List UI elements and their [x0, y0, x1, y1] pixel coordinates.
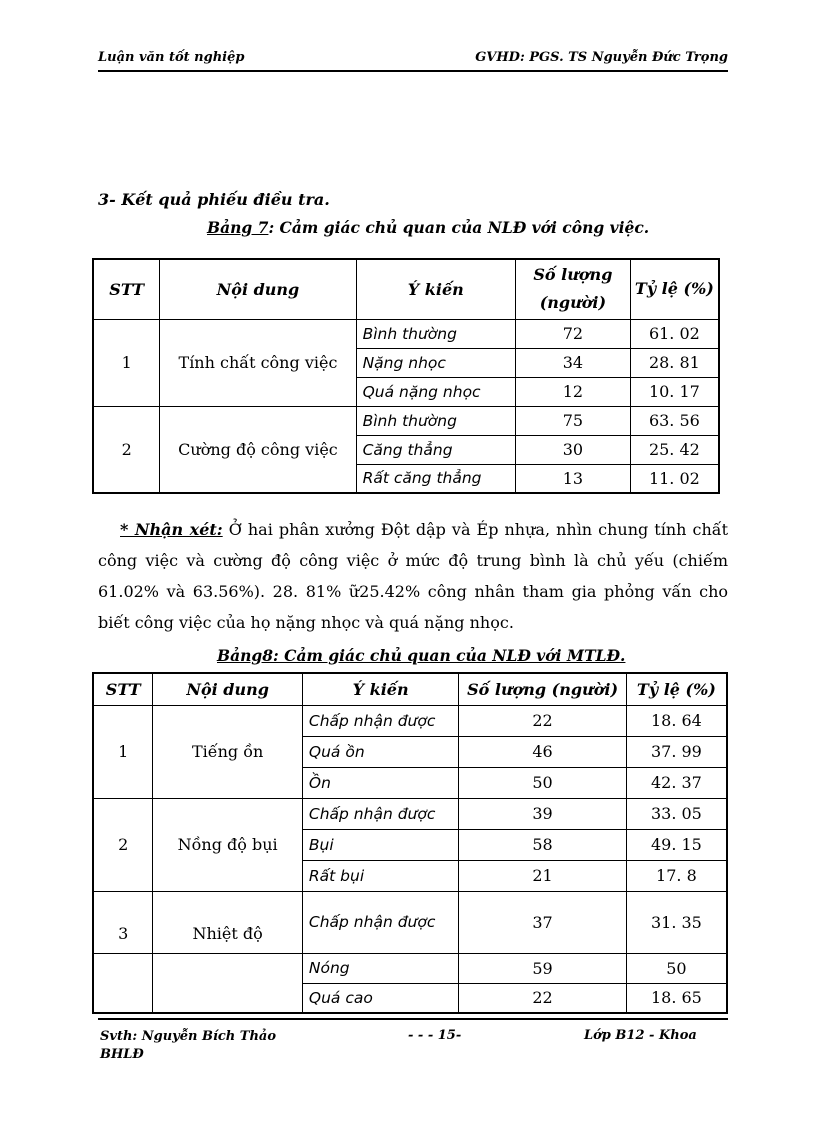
row-ratio: 17. 8 — [626, 860, 727, 891]
row-content: Nhiệt độ — [153, 891, 302, 953]
row-ratio: 50 — [626, 953, 727, 983]
row-ratio: 25. 42 — [630, 435, 719, 464]
col-header-content: Nội dung — [160, 259, 356, 319]
row-opinion: Nóng — [302, 953, 458, 983]
footer-class: Lớp B12 - Khoa — [584, 1028, 697, 1043]
table-header-row — [93, 259, 719, 319]
row-count: 50 — [459, 767, 626, 798]
table7-caption — [207, 218, 649, 237]
table-row — [93, 705, 727, 736]
row-ratio: 33. 05 — [626, 798, 727, 829]
table-row — [93, 406, 719, 435]
table-row — [93, 319, 719, 348]
col-header-opinion: Ý kiến — [356, 259, 515, 319]
row-count: 13 — [516, 464, 631, 493]
row-count: 12 — [516, 377, 631, 406]
page-header — [98, 50, 728, 72]
row-count: 34 — [516, 348, 631, 377]
col-header-stt: STT — [93, 259, 160, 319]
row-ratio: 63. 56 — [630, 406, 719, 435]
table8-caption: Bảng8: Cảm giác chủ quan của NLĐ với MTLĐ. — [217, 646, 626, 665]
table7 — [92, 258, 720, 494]
table7-caption-text: : Cảm giác chủ quan của NLĐ với công việc. — [268, 218, 650, 237]
header-advisor: GVHD: PGS. TS Nguyễn Đức Trọng — [475, 50, 728, 65]
remark-label: * Nhận xét: — [120, 520, 223, 539]
row-count: 59 — [459, 953, 626, 983]
row-opinion: Chấp nhận được — [302, 891, 458, 953]
col-header-count: Số lượng (người) — [516, 259, 631, 319]
row-count: 37 — [459, 891, 626, 953]
row-opinion: Nặng nhọc — [356, 348, 515, 377]
row-opinion: Bình thường — [356, 319, 515, 348]
row-ratio: 28. 81 — [630, 348, 719, 377]
row-count: 72 — [516, 319, 631, 348]
row-stt: 3 — [93, 891, 153, 953]
section-title: 3- Kết quả phiếu điều tra. — [98, 190, 330, 209]
col-header-ratio: Tỷ lệ (%) — [630, 259, 719, 319]
table-header-row — [93, 673, 727, 705]
table8 — [92, 672, 728, 1014]
row-opinion: Chấp nhận được — [302, 798, 458, 829]
table-row — [93, 953, 727, 983]
row-content: Cường độ công việc — [160, 406, 356, 493]
col-header-opinion: Ý kiến — [302, 673, 458, 705]
row-opinion: Bụi — [302, 829, 458, 860]
page-footer — [98, 1018, 728, 1062]
row-ratio: 11. 02 — [630, 464, 719, 493]
row-opinion: Bình thường — [356, 406, 515, 435]
row-count: 22 — [459, 705, 626, 736]
row-ratio: 18. 65 — [626, 983, 727, 1013]
row-opinion: Căng thẳng — [356, 435, 515, 464]
row-opinion: Quá ồn — [302, 736, 458, 767]
row-count: 75 — [516, 406, 631, 435]
row-ratio: 10. 17 — [630, 377, 719, 406]
row-ratio: 18. 64 — [626, 705, 727, 736]
row-content: Tiếng ồn — [153, 705, 302, 798]
row-opinion: Chấp nhận được — [302, 705, 458, 736]
col-header-content: Nội dung — [153, 673, 302, 705]
row-content-empty — [153, 953, 302, 1013]
row-count: 39 — [459, 798, 626, 829]
col-header-ratio: Tỷ lệ (%) — [626, 673, 727, 705]
row-ratio: 42. 37 — [626, 767, 727, 798]
row-opinion: Quá cao — [302, 983, 458, 1013]
table-row — [93, 798, 727, 829]
remark-text: Ở hai phân xưởng Đột dập và Ép nhựa, nhìn chung tính chất công việc và cường độ công việc ở mức độ trung bình là chủ yếu (chiếm 61.02% và 63.56%). 28. 81% ữ25.42% công nhân tham gia phỏng vấn cho biết công việc của họ nặng nhọc và quá nặng nhọc. — [98, 520, 729, 632]
row-stt: 1 — [93, 705, 153, 798]
row-stt: 2 — [93, 406, 160, 493]
col-header-count: Số lượng (người) — [459, 673, 626, 705]
row-ratio: 61. 02 — [630, 319, 719, 348]
row-stt: 1 — [93, 319, 160, 406]
row-opinion: Rất căng thẳng — [356, 464, 515, 493]
row-count: 58 — [459, 829, 626, 860]
col-header-stt: STT — [93, 673, 153, 705]
row-ratio: 49. 15 — [626, 829, 727, 860]
table7-caption-label: Bảng 7 — [207, 218, 269, 237]
row-content: Tính chất công việc — [160, 319, 356, 406]
table-row — [93, 891, 727, 953]
row-count: 21 — [459, 860, 626, 891]
row-opinion: Rất bụi — [302, 860, 458, 891]
row-ratio: 31. 35 — [626, 891, 727, 953]
row-stt: 2 — [93, 798, 153, 891]
row-ratio: 37. 99 — [626, 736, 727, 767]
row-content: Nồng độ bụi — [153, 798, 302, 891]
footer-page-number: - - - 15- — [408, 1028, 462, 1043]
row-stt-empty — [93, 953, 153, 1013]
header-thesis-title: Luận văn tốt nghiệp — [98, 50, 245, 65]
row-count: 30 — [516, 435, 631, 464]
footer-author: Svth: Nguyễn Bích Thảo BHLĐ — [100, 1029, 276, 1062]
row-count: 22 — [459, 983, 626, 1013]
row-opinion: Quá nặng nhọc — [356, 377, 515, 406]
row-count: 46 — [459, 736, 626, 767]
remark-paragraph — [98, 514, 728, 638]
row-opinion: Ồn — [302, 767, 458, 798]
